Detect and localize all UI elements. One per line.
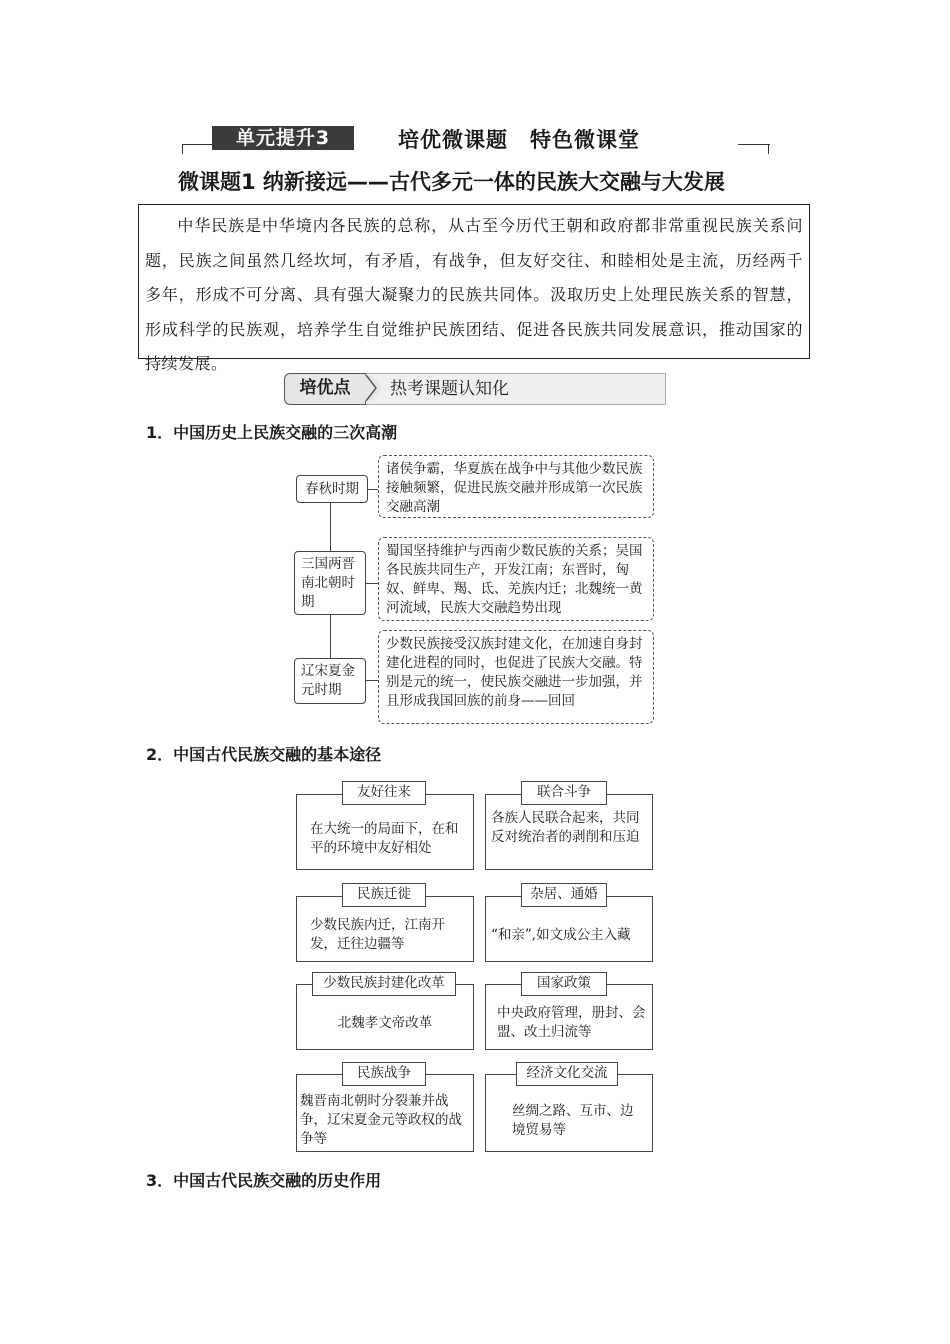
way-label: 民族战争 — [342, 1062, 426, 1086]
way-label: 联合斗争 — [521, 781, 607, 805]
section-tab-label: 培优点 — [284, 373, 366, 405]
way-text: 丝绸之路、互市、边境贸易等 — [512, 1103, 634, 1138]
section-tab-title-text: 热考课题认知化 — [390, 379, 509, 399]
section3-heading: 3．中国古代民族交融的历史作用 — [146, 1171, 382, 1190]
unit-badge: 单元提升3 — [212, 126, 354, 150]
way-label: 杂居、通婚 — [521, 883, 607, 907]
way-text: 魏晋南北朝时分裂兼并战争，辽宋夏金元等政权的战争等 — [300, 1093, 462, 1147]
period-box: 辽宋夏金元时期 — [294, 658, 366, 704]
section-tab — [284, 373, 666, 405]
period-desc: 诸侯争霸，华夏族在战争中与其他少数民族接触频繁，促进民族交融并形成第一次民族交融高潮 — [378, 455, 654, 518]
intro-text: 中华民族是中华境内各民族的总称，从古至今历代王朝和政府都非常重视民族关系问题，民族之间虽然几经坎坷，有矛盾，有战争，但友好交往、和睦相处是主流，历经两千多年，形成不可分离、具有强大凝聚力的民族共同体。汲取历史上处理民族关系的智慧，形成科学的民族观，培养学生自觉维护民族团结、促进各民族共同发展意识，推动国家的持续发展。 — [145, 216, 803, 373]
topic-title — [178, 166, 725, 196]
way-text: “和亲”,如文成公主入藏 — [491, 927, 631, 943]
chevron-right-icon — [362, 375, 384, 401]
way-text: 北魏孝文帝改革 — [337, 1015, 433, 1031]
period-box: 春秋时期 — [296, 475, 368, 503]
section1-heading: 1．中国历史上民族交融的三次高潮 — [146, 423, 398, 442]
topic-prefix: 微课题1 纳新接远—— — [178, 170, 389, 194]
way-text: 各族人民联合起来，共同反对统治者的剥削和压迫 — [491, 810, 640, 845]
period-desc: 少数民族接受汉族封建文化，在加速自身封建化进程的同时，也促进了民族大交融。特别是元的统一，使民族交融进一步加强，并且形成我国回族的前身——回回 — [378, 630, 654, 724]
period-box: 三国两晋南北朝时期 — [294, 551, 366, 615]
way-label: 国家政策 — [521, 972, 607, 996]
way-label: 民族迁徙 — [342, 883, 426, 907]
section2-heading: 2．中国古代民族交融的基本途径 — [146, 745, 382, 764]
way-text: 在大统一的局面下，在和平的环境中友好相处 — [310, 821, 459, 856]
period-desc: 蜀国坚持维护与西南少数民族的关系；吴国各民族共同生产，开发江南；东晋时，匈奴、鲜卑、羯、氐、羌族内迁；北魏统一黄河流域，民族大交融趋势出现 — [378, 537, 654, 621]
section-tab-title — [366, 373, 666, 405]
way-text: 少数民族内迁，江南开发，迁往边疆等 — [310, 917, 445, 952]
way-label: 少数民族封建化改革 — [312, 972, 456, 996]
header-rule-right — [738, 144, 770, 145]
header-rule-left — [182, 144, 212, 145]
header-tick-right — [768, 144, 769, 154]
header-tick-left — [182, 144, 183, 154]
way-label: 友好往来 — [342, 781, 426, 805]
way-text: 中央政府管理，册封、会盟、改土归流等 — [497, 1005, 646, 1040]
way-label: 经济文化交流 — [516, 1062, 618, 1086]
unit-title: 培优微课题 特色微课堂 — [398, 128, 640, 152]
topic-subtitle: 古代多元一体的民族大交融与大发展 — [388, 169, 725, 194]
intro-box — [138, 204, 810, 373]
